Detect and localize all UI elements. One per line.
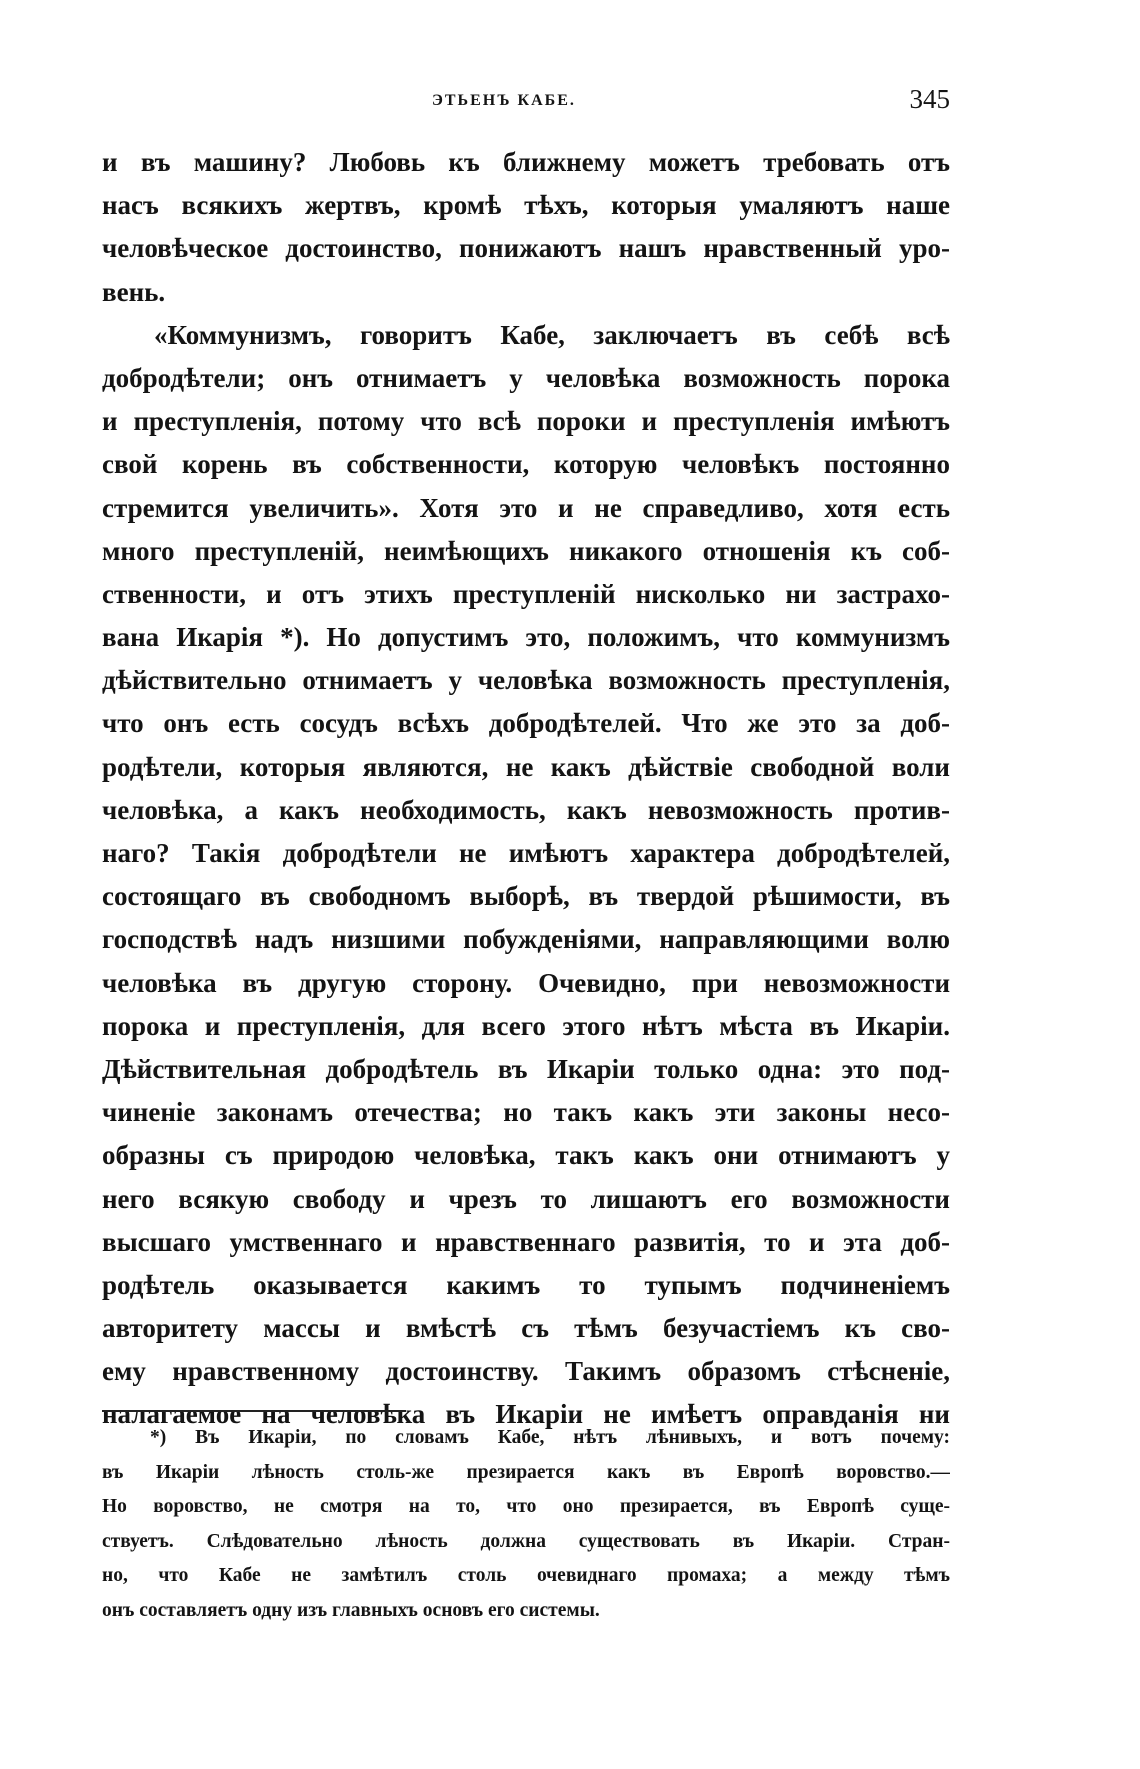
page-header [102, 84, 950, 124]
footnote [102, 1421, 950, 1628]
body-line: насъ всякихъ жертвъ, кромѣ тѣхъ, которыя умаляютъ наше [102, 190, 950, 221]
body-line: человѣческое достоинство, понижаютъ нашъ нравственный уро- [102, 233, 950, 264]
body-line: добродѣтели; онъ отнимаетъ у человѣка возможность порока [102, 362, 950, 393]
body-line: налагаемое на человѣка въ Икаріи не имѣетъ оправданія ни [102, 1399, 950, 1430]
footnote-line: Но воровство, не смотря на то, что оно презирается, въ Европѣ суще- [102, 1496, 950, 1517]
body-line: авторитету массы и вмѣстѣ съ тѣмъ безучастіемъ къ сво- [102, 1313, 950, 1344]
body-line: человѣка, а какъ необходимость, какъ невозможность против- [102, 794, 950, 825]
body-line: родѣтель оказывается какимъ то тупымъ подчиненіемъ [102, 1269, 950, 1300]
body-line: родѣтели, которыя являются, не какъ дѣйствіе свободной воли [102, 751, 950, 782]
body-line: что онъ есть сосудъ всѣхъ добродѣтелей. Что же это за доб- [102, 708, 950, 739]
footnote-line: ствуетъ. Слѣдовательно лѣность должна существовать въ Икаріи. Стран- [102, 1530, 950, 1552]
body-line: дѣйствительно отнимаетъ у человѣка возможность преступленія, [102, 665, 950, 696]
page-number: 345 [909, 84, 950, 114]
body-line: и въ машину? Любовь къ ближнему можетъ требовать отъ [102, 147, 950, 177]
body-line: чиненіе законамъ отечества; но такъ какъ эти законы несо- [102, 1097, 950, 1128]
body-line: стремится увеличить». Хотя это и не справедливо, хотя есть [102, 492, 950, 523]
body-line: образны съ природою человѣка, такъ какъ они отнимаютъ у [102, 1140, 950, 1171]
body-line: и преступленія, потому что всѣ пороки и преступленія имѣютъ [102, 406, 950, 437]
body-line: свой корень въ собственности, которую человѣкъ постоянно [102, 449, 950, 480]
body-line: ему нравственному достоинству. Такимъ образомъ стѣсненіе, [102, 1356, 950, 1387]
body-text [102, 141, 950, 1437]
footnote-line: въ Икаріи лѣность столь-же презирается какъ въ Европѣ воровство.— [102, 1461, 950, 1483]
footnote-line: *) Въ Икаріи, по словамъ Кабе, нѣтъ лѣнивыхъ, и вотъ почему: [150, 1427, 950, 1448]
body-line: него всякую свободу и чрезъ то лишаютъ его возможности [102, 1183, 950, 1214]
body-line: состоящаго въ свободномъ выборѣ, въ твердой рѣшимости, въ [102, 881, 950, 912]
body-line: «Коммунизмъ, говоритъ Кабе, заключаетъ въ себѣ всѣ [154, 319, 950, 350]
body-line: господствѣ надъ низшими побужденіями, направляющими волю [102, 924, 950, 955]
footnote-line: онъ составляетъ одну изъ главныхъ основъ его системы. [102, 1599, 600, 1621]
body-line: ственности, и отъ этихъ преступленій нисколько ни застрахо- [102, 578, 950, 609]
body-line: наго? Такія добродѣтели не имѣютъ характера добродѣтелей, [102, 838, 950, 868]
footnote-divider [102, 1410, 406, 1412]
body-line: вана Икарія *). Но допустимъ это, положимъ, что коммунизмъ [102, 622, 950, 653]
footnote-line: но, что Кабе не замѣтилъ столь очевиднаго промаха; а между тѣмъ [102, 1565, 950, 1586]
body-line: Дѣйствительная добродѣтель въ Икаріи только одна: это под- [102, 1053, 950, 1084]
body-line: порока и преступленія, для всего этого нѣтъ мѣста въ Икаріи. [102, 1010, 950, 1041]
body-line: человѣка въ другую сторону. Очевидно, при невозможности [102, 967, 950, 998]
body-line: вень. [102, 276, 166, 307]
running-head: ЭТЬЕНЪ КАБЕ. [432, 92, 576, 109]
body-line: высшаго умственнаго и нравственнаго развитія, то и эта доб- [102, 1226, 950, 1257]
body-line: много преступленій, неимѣющихъ никакого отношенія къ соб- [102, 535, 950, 566]
